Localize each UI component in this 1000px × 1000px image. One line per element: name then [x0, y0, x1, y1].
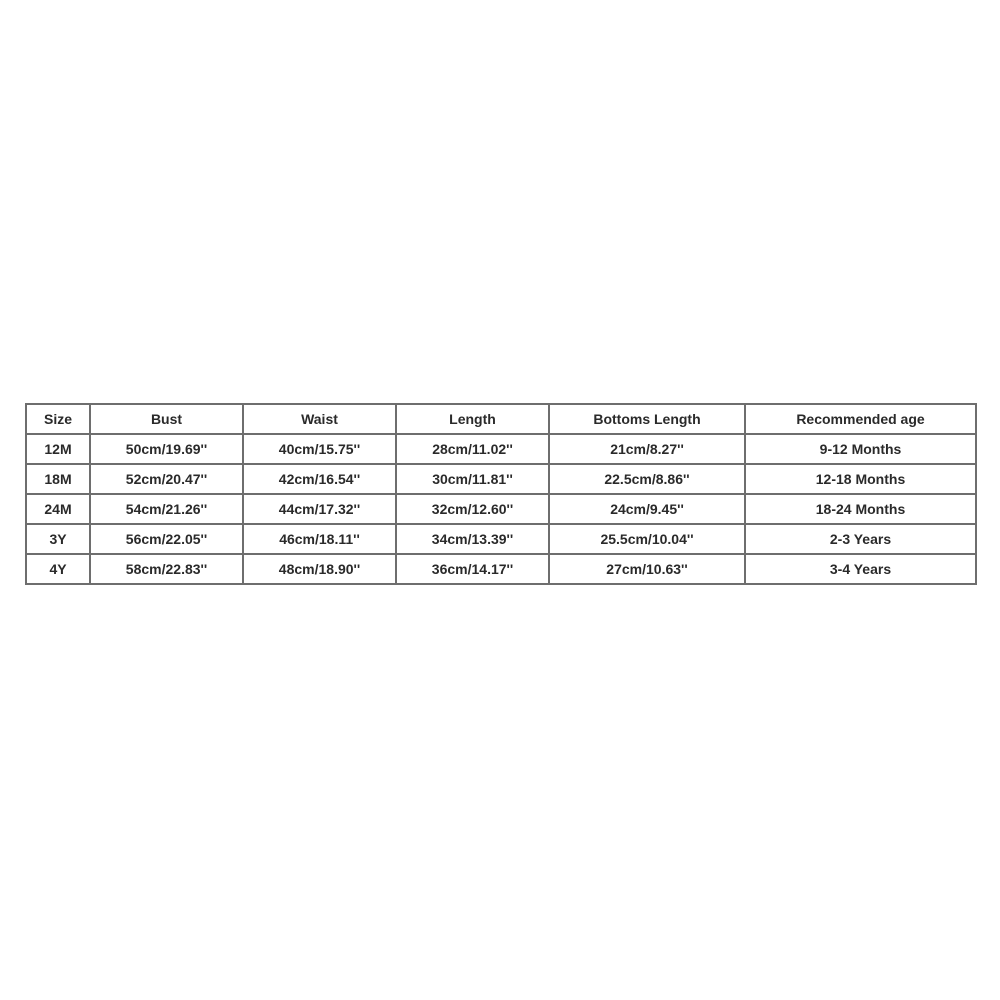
header-cell-bottoms-length: Bottoms Length: [549, 404, 745, 434]
cell-bottoms-length: 27cm/10.63'': [549, 554, 745, 584]
header-cell-recommended-age: Recommended age: [745, 404, 976, 434]
cell-size: 12M: [26, 434, 90, 464]
header-cell-length: Length: [396, 404, 549, 434]
cell-recommended-age: 18-24 Months: [745, 494, 976, 524]
cell-size: 3Y: [26, 524, 90, 554]
cell-bottoms-length: 25.5cm/10.04'': [549, 524, 745, 554]
cell-bottoms-length: 21cm/8.27'': [549, 434, 745, 464]
table-row: [26, 524, 976, 554]
cell-recommended-age: 2-3 Years: [745, 524, 976, 554]
cell-length: 28cm/11.02'': [396, 434, 549, 464]
header-cell-bust: Bust: [90, 404, 243, 434]
cell-length: 34cm/13.39'': [396, 524, 549, 554]
table-row: [26, 464, 976, 494]
cell-bust: 58cm/22.83'': [90, 554, 243, 584]
table-row: [26, 434, 976, 464]
cell-waist: 42cm/16.54'': [243, 464, 396, 494]
cell-bust: 52cm/20.47'': [90, 464, 243, 494]
cell-size: 18M: [26, 464, 90, 494]
cell-waist: 44cm/17.32'': [243, 494, 396, 524]
cell-bust: 56cm/22.05'': [90, 524, 243, 554]
cell-bust: 50cm/19.69'': [90, 434, 243, 464]
size-chart-table: [25, 403, 977, 585]
cell-size: 24M: [26, 494, 90, 524]
cell-recommended-age: 3-4 Years: [745, 554, 976, 584]
cell-waist: 40cm/15.75'': [243, 434, 396, 464]
cell-waist: 48cm/18.90'': [243, 554, 396, 584]
cell-recommended-age: 12-18 Months: [745, 464, 976, 494]
cell-waist: 46cm/18.11'': [243, 524, 396, 554]
cell-length: 32cm/12.60'': [396, 494, 549, 524]
cell-bust: 54cm/21.26'': [90, 494, 243, 524]
table-header-row: [26, 404, 976, 434]
cell-length: 36cm/14.17'': [396, 554, 549, 584]
table-row: [26, 494, 976, 524]
cell-bottoms-length: 24cm/9.45'': [549, 494, 745, 524]
cell-bottoms-length: 22.5cm/8.86'': [549, 464, 745, 494]
cell-size: 4Y: [26, 554, 90, 584]
header-cell-size: Size: [26, 404, 90, 434]
cell-recommended-age: 9-12 Months: [745, 434, 976, 464]
header-cell-waist: Waist: [243, 404, 396, 434]
cell-length: 30cm/11.81'': [396, 464, 549, 494]
table-row: [26, 554, 976, 584]
